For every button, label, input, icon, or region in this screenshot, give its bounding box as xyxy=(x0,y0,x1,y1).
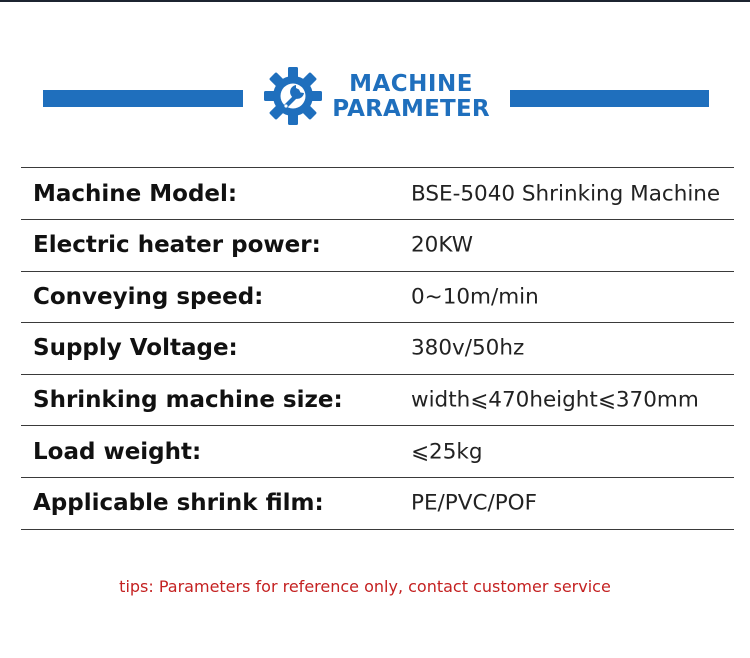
parameter-value: 0~10m/min xyxy=(411,284,539,310)
parameter-value: 380v/50hz xyxy=(411,335,525,361)
parameter-label: Electric heater power: xyxy=(33,232,321,259)
section-title-line1: MACHINE xyxy=(349,71,473,97)
parameter-row-conveying-speed xyxy=(21,272,734,324)
parameter-row-model xyxy=(21,167,734,220)
section-header xyxy=(0,62,750,132)
section-title xyxy=(330,72,492,122)
gear-wrench-icon xyxy=(262,65,324,127)
tips-note: tips: Parameters for reference only, contact customer service xyxy=(119,577,611,596)
parameter-label: Load weight: xyxy=(33,438,202,465)
parameter-label: Shrinking machine size: xyxy=(33,387,343,414)
parameter-label: Machine Model: xyxy=(33,180,238,207)
parameter-row-supply-voltage xyxy=(21,323,734,375)
parameter-row-machine-size xyxy=(21,375,734,427)
parameter-value: width⩽470height⩽370mm xyxy=(411,387,699,413)
parameter-value: 20KW xyxy=(411,232,473,258)
top-divider xyxy=(0,0,750,2)
parameter-value: PE/PVC/POF xyxy=(411,490,537,516)
parameter-label: Conveying speed: xyxy=(33,283,264,310)
parameter-row-heater-power xyxy=(21,220,734,272)
parameter-value: ⩽25kg xyxy=(411,439,483,465)
parameter-value: BSE-5040 Shrinking Machine xyxy=(411,181,721,206)
parameter-label: Applicable shrink film: xyxy=(33,490,324,517)
parameter-label: Supply Voltage: xyxy=(33,335,238,362)
parameter-row-load-weight xyxy=(21,426,734,478)
header-bar-right xyxy=(510,90,709,107)
header-bar-left xyxy=(43,90,243,107)
parameter-row-shrink-film xyxy=(21,478,734,530)
parameter-table xyxy=(21,167,734,530)
section-title-line2: PARAMETER xyxy=(332,96,490,122)
